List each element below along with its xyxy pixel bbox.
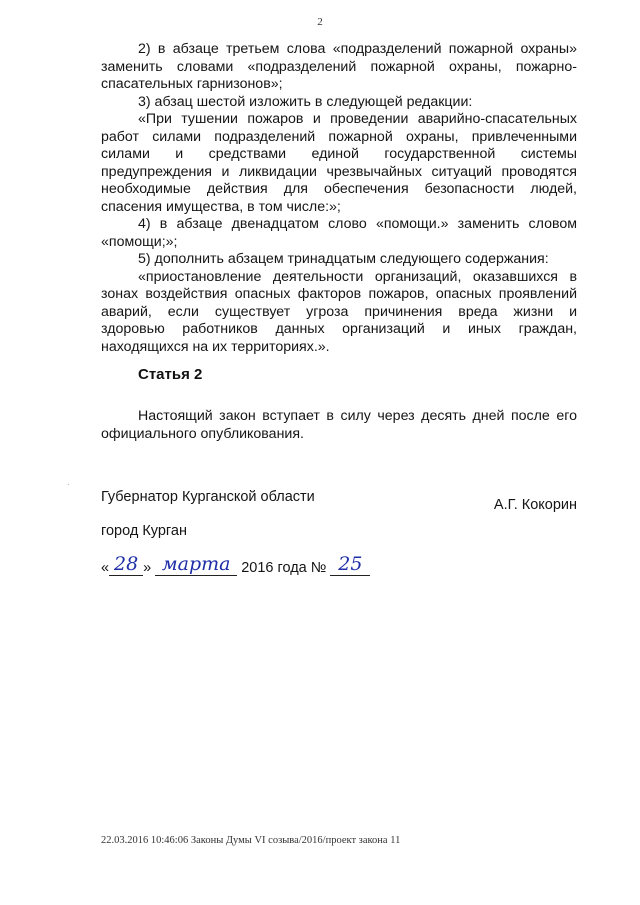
text-line: 3) абзац шестой изложить в следующей редакции: xyxy=(138,93,473,110)
text-line: работ силами подразделений пожарной охраны, привлеченными xyxy=(101,128,577,145)
text-line: «приостановление деятельности организаций, оказавшихся в xyxy=(138,268,577,285)
signatory-name: А.Г. Кокорин xyxy=(493,497,577,513)
page-number: 2 xyxy=(317,16,323,28)
amendments-text xyxy=(101,41,577,356)
city: город Курган xyxy=(101,523,187,539)
paragraph xyxy=(101,94,577,112)
text-line: «помощи;»; xyxy=(101,233,178,250)
handwritten-month: марта xyxy=(155,553,237,576)
text-line: «При тушении пожаров и проведении аварийно-спасательных xyxy=(138,111,577,127)
margin-mark: · xyxy=(67,480,70,489)
text-line: 4) в абзаце двенадцатом слово «помощи.» заменить словом xyxy=(138,216,577,232)
entry-into-force-text xyxy=(101,408,577,443)
handwritten-law-number: 25 xyxy=(330,553,370,576)
text-line: спасательных гарнизонов»; xyxy=(101,76,283,92)
paragraph xyxy=(101,269,577,357)
open-quote: « xyxy=(101,560,110,576)
text-line: находящихся на их территориях.». xyxy=(101,338,330,355)
footer-file-path: 22.03.2016 10:46:06 Законы Думы VI созыва/2016/проект закона 11 xyxy=(101,835,401,846)
year-text: 2016 года № xyxy=(241,560,327,576)
text-line: зонах воздействия опасных факторов пожаров, опасных проявлений xyxy=(101,286,577,302)
text-line: Настоящий закон вступает в силу через десять дней после его xyxy=(138,408,577,424)
text-line: силами и средствами единой государственной системы xyxy=(101,146,577,162)
text-line: предупреждения и ликвидации чрезвычайных ситуаций проводятся xyxy=(101,163,577,180)
signing-date-line xyxy=(101,553,370,581)
text-line: 5) дополнить абзацем тринадцатым следующего содержания: xyxy=(138,251,549,267)
paragraph xyxy=(101,41,577,94)
text-line: аварий, если существует угроза причинения вреда жизни и xyxy=(101,303,577,320)
close-quote: » xyxy=(143,560,152,576)
paragraph xyxy=(101,251,577,269)
text-line: 2) в абзаце третьем слова «подразделений пожарной охраны» xyxy=(138,41,577,57)
text-line: необходимые действия для обеспечения безопасности людей, xyxy=(101,181,577,197)
text-line: здоровью работников данных организаций и иных граждан, xyxy=(101,321,577,337)
handwritten-day: 28 xyxy=(109,553,143,576)
text-line: официального опубликования. xyxy=(101,425,304,442)
text-line: спасения имущества, в том числе:»; xyxy=(101,198,341,215)
article-heading: Статья 2 xyxy=(138,366,203,383)
signatory-position: Губернатор Курганской области xyxy=(101,489,315,505)
paragraph xyxy=(101,111,577,216)
text-line: заменить словами «подразделений пожарной охраны, пожарно- xyxy=(101,58,577,75)
paragraph xyxy=(101,216,577,251)
